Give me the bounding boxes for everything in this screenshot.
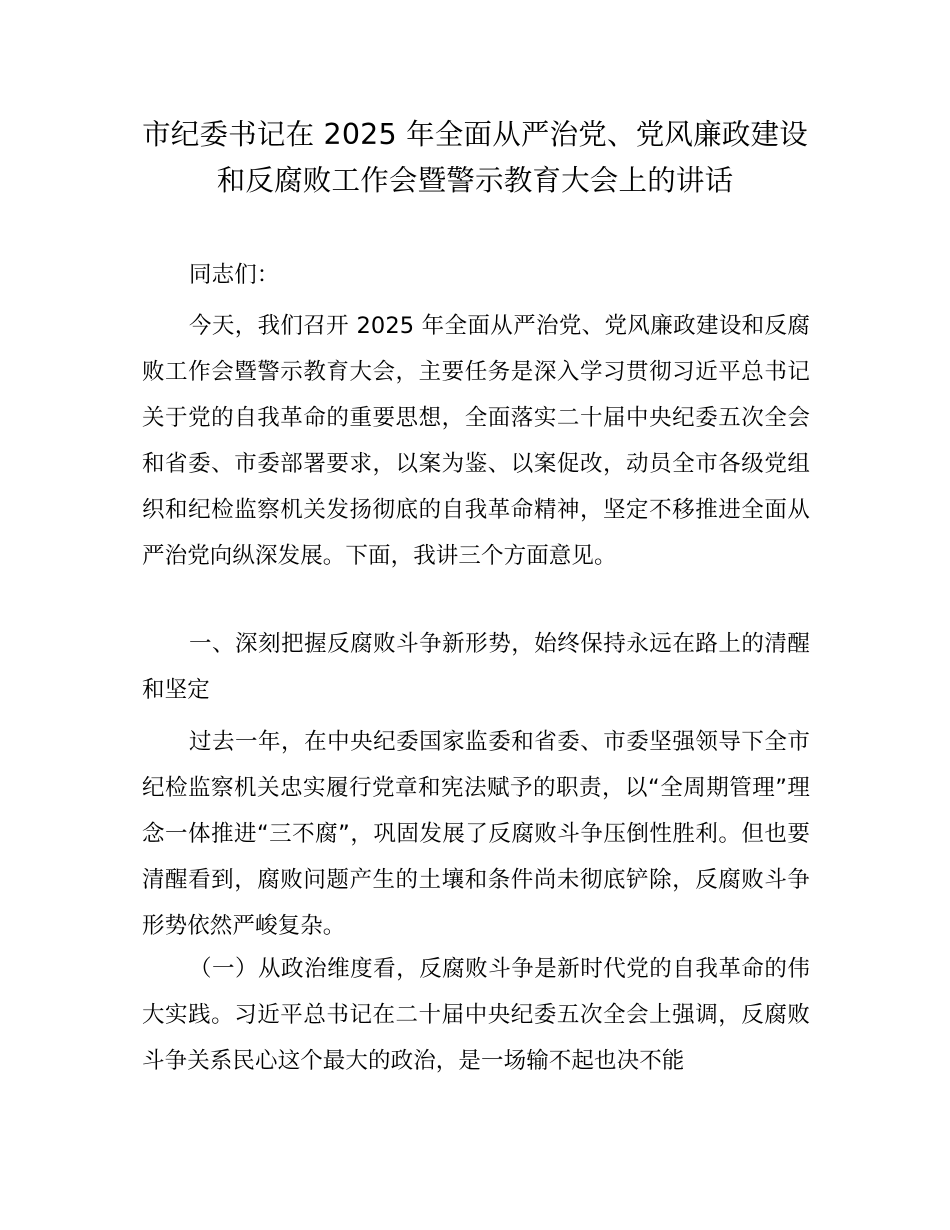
greeting: 同志们： (189, 262, 280, 288)
paragraph-intro: 今天，我们召开 2025 年全面从严治党、党风廉政建设和反腐败工作会暨警示教育大会，主要任务是深入学习贯彻习近平总书记关于党的自我革命的重要思想，全面落实二十届中央纪委五次全会和省委、市委部署要求，以案为鉴、以案促改，动员全市各级党组织和纪检监察机关发扬彻底的自我革命精神，坚定不移推进全面从严治党向纵深发展。下面，我讲三个方面意见。 (142, 313, 810, 569)
document-title: 市纪委书记在 2025 年全面从严治党、党风廉政建设和反腐败工作会暨警示教育大会上的讲话 (142, 118, 808, 197)
paragraph-review: 过去一年，在中央纪委国家监委和省委、市委坚强领导下全市纪检监察机关忠实履行党章和宪法赋予的职责，以“全周期管理”理念一体推进“三不腐”，巩固发展了反腐败斗争压倒性胜利。但也要清醒看到，腐败问题产生的土壤和条件尚未彻底铲除，反腐败斗争形势依然严峻复杂。 (142, 729, 810, 939)
paragraph-political-dimension: （一）从政治维度看，反腐败斗争是新时代党的自我革命的伟大实践。习近平总书记在二十届中央纪委五次全会上强调，反腐败斗争关系民心这个最大的政治，是一场输不起也决不能 (142, 956, 810, 1074)
section-heading-1: 一、深刻把握反腐败斗争新形势，始终保持永远在路上的清醒和坚定 (142, 631, 810, 703)
